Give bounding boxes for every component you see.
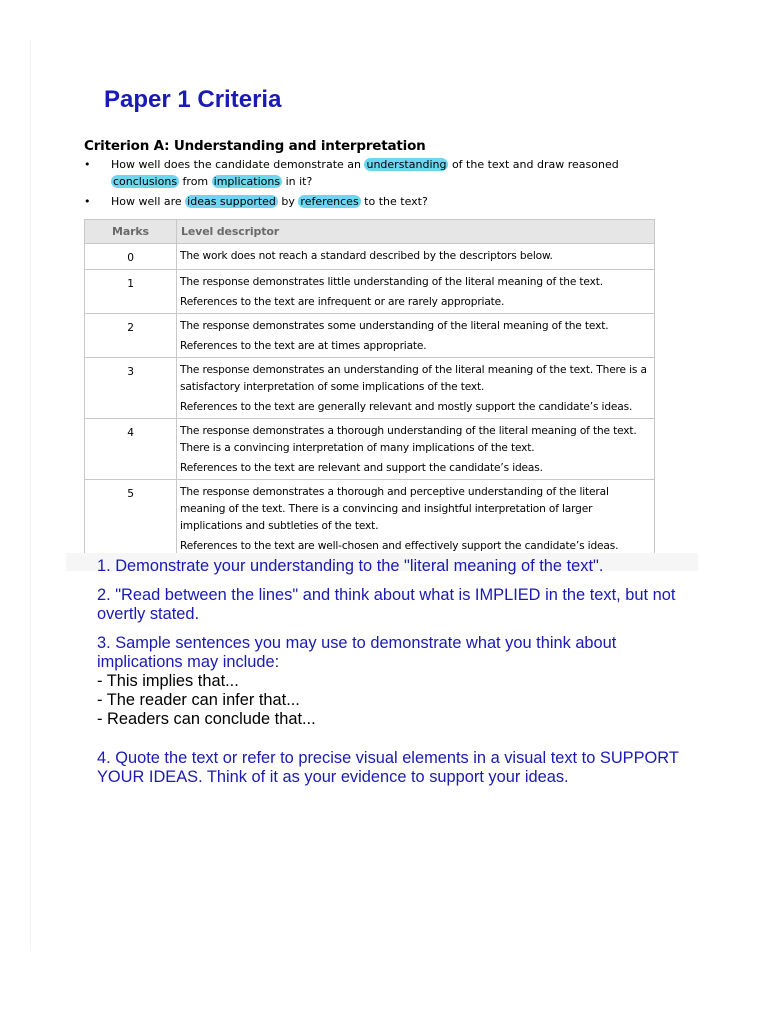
descriptor-cell (177, 419, 655, 480)
mark-cell: 1 (85, 270, 177, 314)
question-text: from (179, 175, 212, 188)
question-text: in it? (282, 175, 313, 188)
header-level-descriptor: Level descriptor (177, 220, 655, 244)
mark-cell: 4 (85, 419, 177, 480)
criterion-questions (84, 156, 644, 213)
descriptor-cell (177, 270, 655, 314)
page-title: Paper 1 Criteria (104, 86, 282, 113)
descriptor-text: References to the text are relevant and support the candidate’s ideas. (180, 462, 543, 474)
question-text: How well are (111, 195, 186, 208)
bullet-marker: • (84, 158, 91, 171)
table-row (85, 419, 655, 480)
table-row (85, 358, 655, 419)
descriptor-text: The response demonstrates an understanding of the literal meaning of the text. There is a satisfactory interpretation of some implications of the text. (180, 364, 647, 393)
question-text: by (277, 195, 299, 208)
descriptor-text: The response demonstrates some understanding of the literal meaning of the text. (180, 320, 609, 332)
sample-sentence: - Readers can conclude that... (97, 710, 316, 728)
note-sample-sentences (97, 634, 697, 729)
descriptor-text: References to the text are at times appropriate. (180, 340, 427, 352)
sample-sentence: - The reader can infer that... (97, 691, 300, 709)
note-read-between-lines: 2. "Read between the lines" and think about what is IMPLIED in the text, but not overtly stated. (97, 586, 676, 623)
descriptor-text: References to the text are well-chosen and effectively support the candidate’s ideas. (180, 540, 619, 552)
mark-cell: 5 (85, 480, 177, 558)
question-text: of the text and draw reasoned (448, 158, 619, 171)
table-row (85, 314, 655, 358)
descriptor-text: The work does not reach a standard described by the descriptors below. (180, 250, 553, 262)
descriptor-text: References to the text are infrequent or are rarely appropriate. (180, 296, 505, 308)
page-edge-line (30, 40, 31, 950)
descriptor-text: The response demonstrates a thorough and perceptive understanding of the literal meaning of the text. There is a convincing and insightful interpretation of larger implications and subtleties of the text. (180, 486, 609, 532)
mark-cell: 0 (85, 244, 177, 270)
mark-cell: 2 (85, 314, 177, 358)
question-understanding (84, 156, 644, 190)
bullet-marker: • (84, 195, 91, 208)
question-references (84, 193, 644, 210)
criterion-heading: Criterion A: Understanding and interpretation (84, 138, 426, 154)
study-notes (97, 557, 697, 797)
highlight-implications: implications (213, 175, 281, 188)
question-text: to the text? (360, 195, 428, 208)
descriptor-cell (177, 314, 655, 358)
table-header-row (85, 220, 655, 244)
question-text: How well does the candidate demonstrate an (111, 158, 365, 171)
highlight-ideas-supported: ideas supported (187, 195, 276, 208)
descriptor-cell (177, 480, 655, 558)
table-row (85, 480, 655, 558)
mark-cell: 3 (85, 358, 177, 419)
highlight-references: references (300, 195, 359, 208)
table-row (85, 270, 655, 314)
descriptor-cell (177, 358, 655, 419)
header-marks: Marks (85, 220, 177, 244)
note-literal-meaning: 1. Demonstrate your understanding to the "literal meaning of the text". (97, 557, 604, 575)
note-text: 3. Sample sentences you may use to demonstrate what you think about implications may include: (97, 634, 617, 671)
descriptor-text: References to the text are generally relevant and mostly support the candidate’s ideas. (180, 401, 633, 413)
descriptor-text: The response demonstrates little understanding of the literal meaning of the text. (180, 276, 603, 288)
highlight-understanding: understanding (366, 158, 447, 171)
descriptor-text: The response demonstrates a thorough understanding of the literal meaning of the text. There is a convincing interpretation of many implications of the text. (180, 425, 637, 454)
table-row (85, 244, 655, 270)
sample-sentence: - This implies that... (97, 672, 239, 690)
descriptor-cell (177, 244, 655, 270)
highlight-conclusions: conclusions (113, 175, 178, 188)
note-support-ideas: 4. Quote the text or refer to precise visual elements in a visual text to SUPPORT YOUR IDEAS. Think of it as your evidence to support your ideas. (97, 749, 679, 786)
criteria-table (84, 219, 655, 558)
